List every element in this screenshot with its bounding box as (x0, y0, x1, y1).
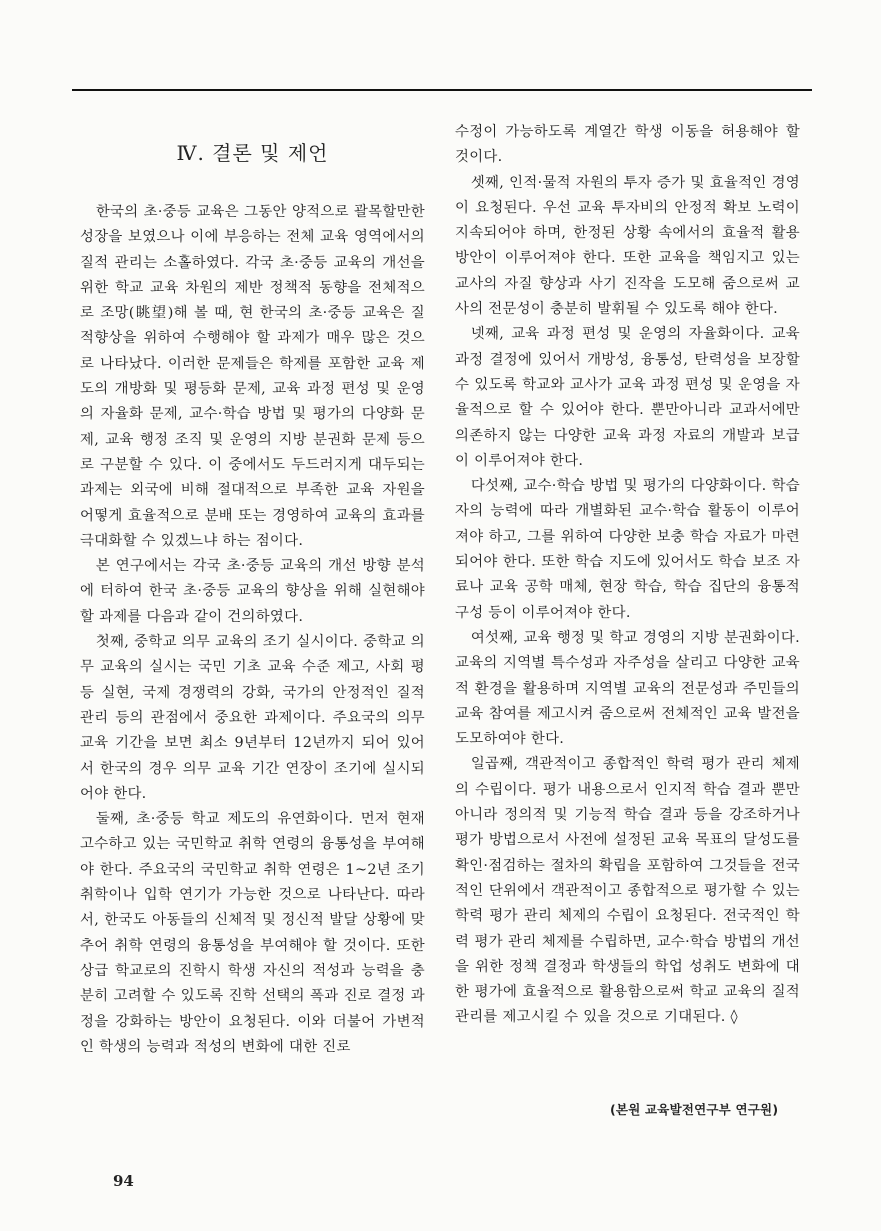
section-heading: Ⅳ. 결론 및 제언 (176, 141, 329, 165)
body-paragraph: 다섯째, 교수·학습 방법 및 평가의 다양화이다. 학습자의 능력에 따라 개별화된 교수·학습 활동이 이루어져야 하고, 그를 위하여 다양한 보충 학습 자료가 마련되어야 한다. 또한 학습 지도에 있어서도 학습 보조 자료나 교육 공학 매체, 현장 학습, 학습 집단의 융통적 구성 등이 이루어져야 한다. (455, 478, 800, 621)
left-column (80, 120, 425, 1060)
body-paragraph: 첫째, 중학교 의무 교육의 조기 실시이다. 중학교 의무 교육의 실시는 국민 기초 교육 수준 제고, 사회 평등 실현, 국제 경쟁력의 강화, 국가의 안정적인 질적 관리 등의 관점에서 중요한 과제이다. 주요국의 의무 교육 기간을 보면 최소 9년부터 12년까지 되어 있어서 한국의 경우 의무 교육 기간 연장이 조기에 실시되어야 한다. (80, 634, 425, 802)
body-paragraph: 본 연구에서는 각국 초·중등 교육의 개선 방향 분석에 터하여 한국 초·중등 교육의 향상을 위해 실현해야 할 과제를 다음과 같이 건의하였다. (80, 558, 425, 625)
body-paragraph: 넷째, 교육 과정 편성 및 운영의 자율화이다. 교육 과정 결정에 있어서 개방성, 융통성, 탄력성을 보장할 수 있도록 학교와 교사가 교육 과정 편성 및 운영을 자율적으로 할 수 있어야 한다. 뿐만아니라 교과서에만 의존하지 않는 다양한 교육 과정 자료의 개발과 보급이 이루어져야 한다. (455, 326, 800, 469)
author-affiliation: (본원 교육발전연구부 연구원) (610, 1102, 779, 1117)
body-paragraph: 셋째, 인적·물적 자원의 투자 증가 및 효율적인 경영이 요청된다. 우선 교육 투자비의 안정적 확보 노력이 지속되어야 하며, 한정된 상황 속에서의 효율적 활용 방안이 이루어져야 한다. 또한 교육을 책임지고 있는 교사의 자질 향상과 사기 진작을 도모해 줌으로써 교사의 전문성이 충분히 발휘될 수 있도록 해야 한다. (455, 174, 800, 318)
page-number: 94 (113, 1172, 134, 1190)
right-column (455, 120, 800, 1031)
body-paragraph: 한국의 초·중등 교육은 그동안 양적으로 괄목할만한 성장을 보였으나 이에 부응하는 전체 교육 영역에서의 질적 관리는 소홀하였다. 각국 초·중등 교육의 개선을 위한 학교 교육 차원의 제반 정책적 동향을 전체적으로 조망(眺望)해 볼 때, 현 한국의 초·중등 교육은 질적향상을 위하여 수행해야 할 과제가 매우 많은 것으로 나타났다. 이러한 문제들은 학제를 포함한 교육 제도의 개방화 및 평등화 문제, 교육 과정 편성 및 운영의 자율화 문제, 교수·학습 방법 및 평가의 다양화 문제, 교육 행정 조직 및 운영의 지방 분권화 문제 등으로 구분할 수 있다. 이 중에서도 두드러지게 대두되는 과제는 외국에 비해 절대적으로 부족한 교육 자원을 어떻게 효율적으로 분배 또는 경영하여 교육의 효과를 극대화할 수 있겠느냐 하는 점이다. (80, 204, 425, 549)
body-paragraph: 여섯째, 교육 행정 및 학교 경영의 지방 분권화이다. 교육의 지역별 특수성과 자주성을 살리고 다양한 교육적 환경을 활용하며 지역별 교육의 전문성과 주민들의 교육 참여를 제고시켜 줌으로써 전체적인 교육 발전을 도모하여야 한다. (455, 629, 800, 748)
body-paragraph: 일곱째, 객관적이고 종합적인 학력 평가 관리 체제의 수립이다. 평가 내용으로서 인지적 학습 결과 뿐만 아니라 정의적 및 기능적 학습 결과 등을 강조하거나 평가 방법으로서 사전에 설정된 교육 목표의 달성도를 확인·점검하는 절차의 확립을 포함하여 그것들을 전국적인 단위에서 객관적이고 종합적으로 평가할 수 있는 학력 평가 관리 체제의 수립이 요청된다. 전국적인 학력 평가 관리 체제를 수립하면, 교수·학습 방법의 개선을 위한 정책 결정과 학생들의 학업 성취도 변화에 대한 평가에 효율적으로 활용함으로써 학교 교육의 질적 관리를 제고시킬 수 있을 것으로 기대된다. ◊ (455, 756, 800, 1026)
continued-paragraph: 수정이 가능하도록 계열간 학생 이동을 허용해야 할 것이다. (455, 124, 800, 166)
top-rule (72, 89, 812, 91)
body-paragraph: 둘째, 초·중등 학교 제도의 유연화이다. 먼저 현재 고수하고 있는 국민학교 취학 연령의 융통성을 부여해야 한다. 주요국의 국민학교 취학 연령은 1~2년 조기 취학이나 입학 연기가 가능한 것으로 나타난다. 따라서, 한국도 아동들의 신체적 및 정신적 발달 상황에 맞추어 취학 연령의 융통성을 부여해야 할 것이다. 또한 상급 학교로의 진학시 학생 자신의 적성과 능력을 충분히 고려할 수 있도록 진학 선택의 폭과 진로 결정 과정을 강화하는 방안이 요청된다. 이와 더불어 가변적인 학생의 능력과 적성의 변화에 대한 진로 (80, 811, 425, 1055)
